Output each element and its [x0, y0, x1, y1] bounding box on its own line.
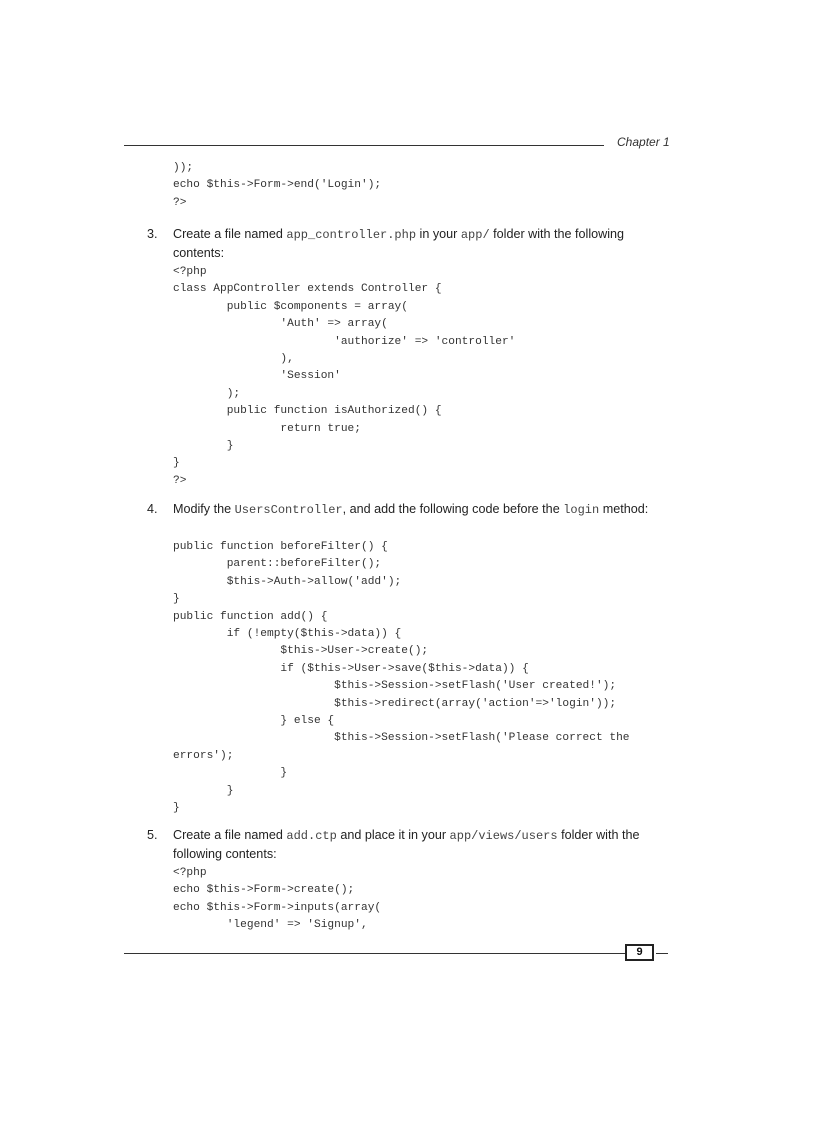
step-text: Modify the UsersController, and add the following code before the login method:: [173, 502, 649, 517]
step-number: 3.: [147, 227, 158, 241]
code-block-3: public function beforeFilter() { parent::beforeFilter(); $this->Auth->allow('add'); } public function add() { if (!empty($this->data)) { $this->User->create(); if ($this->User->save($this->data)) { $this->Session->setFlash('User created!'); $this->redirect(array('action'=>'login')); } else { $this->Session->setFlash('Please correct the errors'); } } }: [173, 541, 630, 815]
step-text: Create a file named add.ctp and place it in your app/views/users folder with the following contents:: [173, 828, 640, 861]
footer-rule: [124, 953, 625, 954]
page-number: 9: [625, 944, 654, 961]
step-text: Create a file named app_controller.php in your app/ folder with the following contents:: [173, 227, 625, 260]
code-block-2: <?php class AppController extends Controller { public $components = array( 'Auth' => array( 'authorize' => 'controller' ), 'Session' ); public function isAuthorized() { return true; } } ?>: [173, 266, 516, 487]
footer-rule-end: [656, 953, 668, 954]
code-block-1: )); echo $this->Form->end('Login'); ?>: [173, 162, 382, 209]
code-block-4: <?php echo $this->Form->create(); echo $this->Form->inputs(array( 'legend' => 'Signup',: [173, 867, 382, 932]
chapter-label: Chapter 1: [617, 135, 670, 149]
header-rule: [124, 145, 604, 146]
step-number: 4.: [147, 502, 158, 516]
step-number: 5.: [147, 828, 158, 842]
